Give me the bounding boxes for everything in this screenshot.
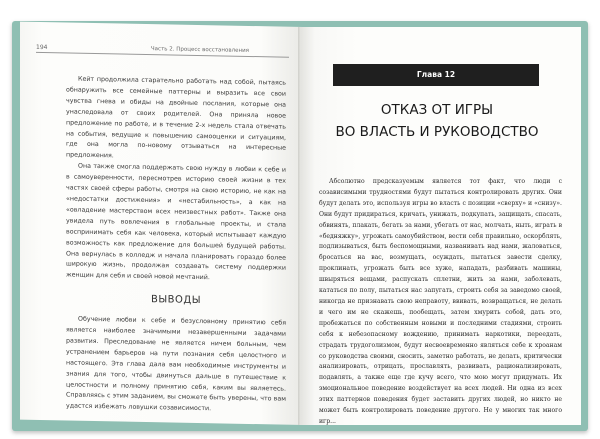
running-head [36,44,289,58]
section-title: ВЫВОДЫ [150,294,202,307]
running-head-title: Часть 2. Процесс восстановления [150,46,249,54]
left-page-body [66,74,286,417]
left-page [20,22,303,425]
paragraph: Кейт продолжила старательно работать над собой, пытаясь обнаружить все семейные паттерны и выразить все свои чувства гнева и обиды на двойные послания, которые она унаследовала от своих родителей. Она приняла новое предложение по работе, и в течение 2-х недель стала отвечать на события, ведущие к повышению самооценки и ситуациям, где она могла по-новому отзываться на интересные предложения. [66,75,286,160]
right-page [301,27,581,425]
paragraph: Обучение любви к себе и безусловному принятию себя является наиболее значимыми незавершенными задачами развития. Преследование не является ничем больным, чем устранением барьеров на пути познания себя целостного и настоящего. Эта глава дала вам необходимые инструменты и знания для того, чтобы двинуться дальше в путешествие к целостности и полному принятию себя, каким вы являетесь. Справляясь с этим заданием, вы сможете быть уверены, что вам удастся избежать ловушки созависимости. [66,315,286,413]
chapter-title-line: ОТКАЗ ОТ ИГРЫ [380,102,494,118]
page-number: 194 [36,43,48,52]
paragraph: Она также смогла поддержать свою нужду в любви к себе и в самоуверенности, пересмотрев историю своей жизни в тех частях своей сферы работы, смотря на свою историю, не как на «недостатки достижения» и «нестабильность», а как на «овладение мастерством всех неизвестных работ». Также она увидела путь вовлечения в глобальные проекты, и стала воспринимать себя как человека, который испытывает каждую возможность как предложение для большей будущей работы. Она вернулась в колледж и начала планировать гораздо более широкую жизнь, продолжая создавать систему поддержки женщин для себя и своей новой мечтаний. [66,162,286,282]
paragraph: Абсолютно предсказуемым является тот факт, что люди с созависимыми трудностями будут пытаться контролировать других. Они будут делать это, используя игры во власть с позиции «сверху» и «снизу». Они будут придираться, кричать, унижать, подкупать, защищать, спасать, обвинять, плакать, бегать за нами, убегать от нас, молчать, ныть, играть в «бедняжку», угрожать самоубийством, вести себя правильно, оскорблять, подлизываться, быть беспомощными, названивать над нами, жаловаться, бросаться на вас, возмущать, осуждать, пытаться завести сделку, проклинать, угрожать быть все хуже, нападать, разбивать машины, швыряться вещами, распускать сплетни, жить за нами, заболевать, кататься по полу, пытаться нас запугать, строить себя за заведомо своей, никогда не признавать свою неправоту, ввивать, возвращаться, не делать и чего им не скажешь, пообещать, затем хмурить собой, дать это, пробежаться по собственным новыми и последними стадиями, строить себя к небезопасному вождению, принимать наркотики, переедать, страдать трудоголизмом, будут несвоевременно являться себе к хроанам со руководства своими, сносить, заметно работать, не делать, критически анализировать, отрицать, прославлять, развивать, рационализировать, подавлять, а также еще где кучу всего, что мою могут придумать. Их эмоциональное поведение воздействует на всех людей. Ни одна из всех этих паттернов поведения будет заставить других людей, но никто не может быть контролировать поведение другого. Не у многих так много игр... [319,178,562,425]
chapter-title [321,99,553,143]
chapter-title-line: ВО ВЛАСТЬ И РУКОВОДСТВО [335,124,539,140]
chapter-label: Глава 12 [333,64,539,86]
right-page-body [319,177,562,425]
